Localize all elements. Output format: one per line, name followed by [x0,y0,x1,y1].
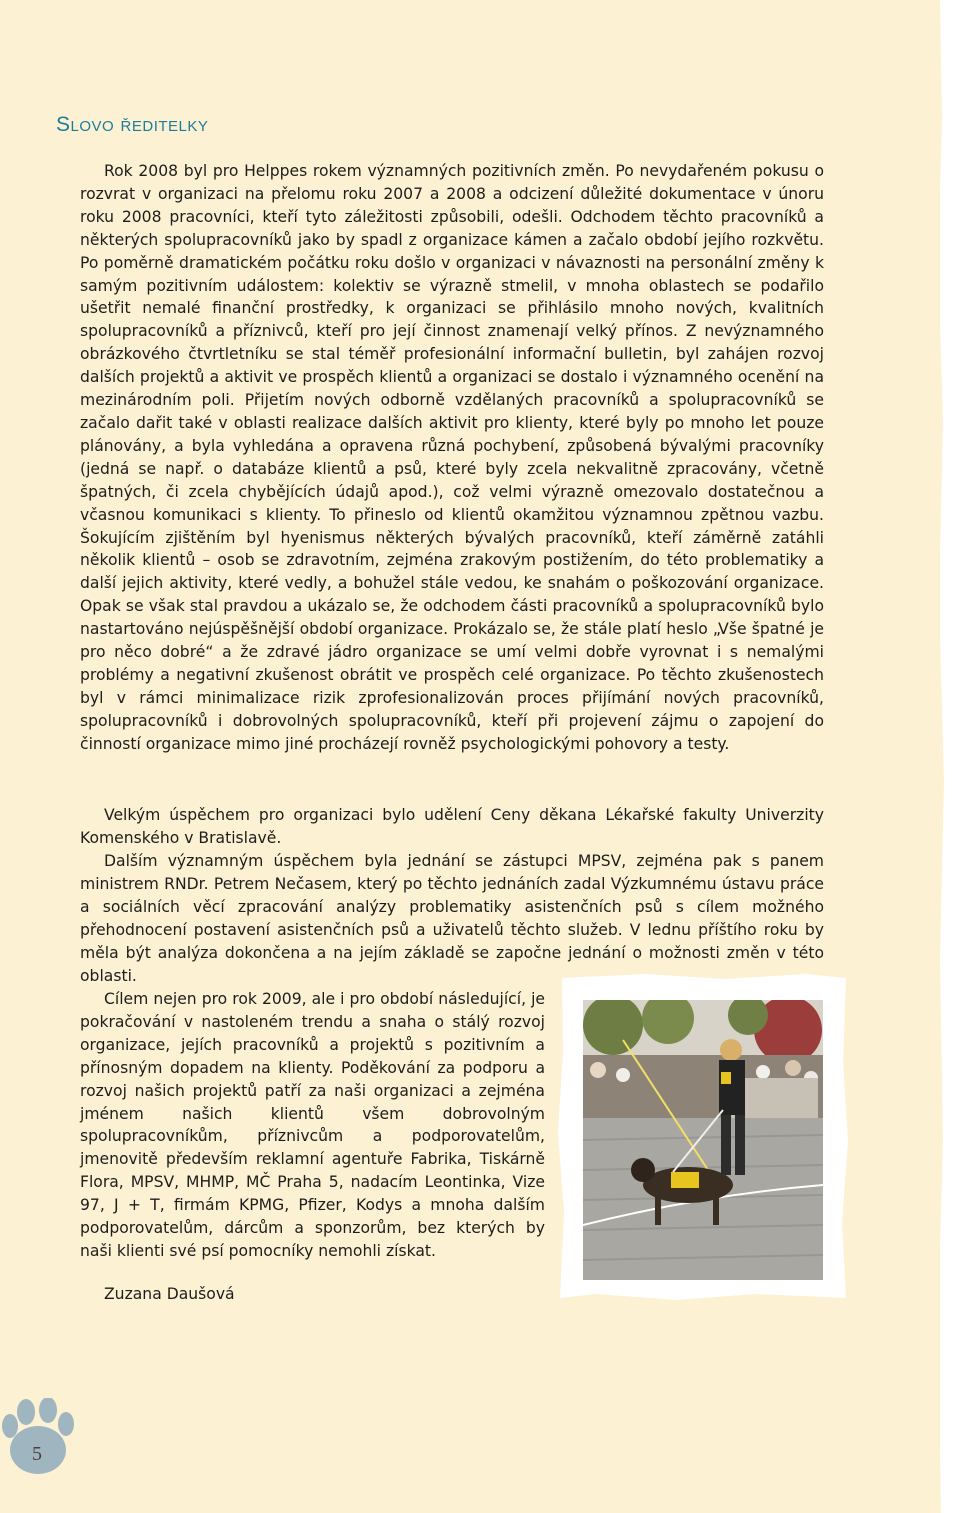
torn-page-edge [928,0,960,1513]
body-paragraph-award: Velkým úspěchem pro organizaci bylo udělení Ceny děkana Lékařské fakulty Univerzity Komenského v Bratislavě. [80,806,824,847]
guide-dog-training-photo [583,1000,823,1280]
page-number: 5 [32,1443,42,1465]
paw-icon [0,1398,80,1478]
page-title: Slovo ředitelky [56,113,209,136]
body-paragraph-goals: Cílem nejen pro rok 2009, ale i pro období následující, je pokračování v nastoleném trendu a snaha o stálý rozvoj organizace, jejích pracovníků a projektů s pozitivním a přínosným dopadem na klienty. Poděkování za podporu a rozvoj našich projektů patří za naši organizaci a zejména jménem našich klientů všem dobrovolným spolupracovníkům, příznivcům a podporovatelům, jmenovitě především reklamní agentuře Fabrika, Tiskárně Flora, MPSV, MHMP, MČ Praha 5, nadacím Leontinka, Vize 97, J + T, firmám KPMG, Pfizer, Kodys a mnoha dalším podporovatelům, dárcům a sponzorům, bez kterých by naši klienti své psí pomocníky nemohli získat. [80,990,545,1260]
body-paragraph-mpsv: Dalším významným úspěchem byla jednání se zástupci MPSV, zejména pak s panem ministrem RNDr. Petrem Nečasem, který po těchto jednáních zadal Výzkumnému ústavu práce a sociálních věcí zpracování analýzy problematiky asistenčních psů s cílem možného přehodnocení postavení asistenčních psů a uživatelů těchto služeb. V lednu příštího roku by měla být analýza dokončena a na jejím základě se započne jednání o možnosti změn v této oblasti. [80,852,824,985]
signature: Zuzana Daušová [104,1285,235,1303]
body-paragraph-intro: Rok 2008 byl pro Helppes rokem významných pozitivních změn. Po nevydařeném pokusu o rozvrat v organizaci na přelomu roku 2007 a 2008 a odcizení důležité dokumentace v únoru roku 2008 pracovníci, kteří tyto záležitosti způsobili, odešli. Odchodem těchto pracovníků a některých spolupracovníků jako by spadl z organizace kámen a začalo období jejího rozkvětu. Po poměrně dramatickém počátku roku došlo v organizaci v návaznosti na personální změny k samým pozitivním událostem: kolektiv se výrazně stmelil, v mnoha oblastech se podařilo ušetřit nemalé finanční prostředky, k organizaci se přihlásilo mnoho nových, kvalitních spolupracovníků a příznivců, kteří pro její činnost znamenají velký přínos. Z nevýznamného obrázkového čtvrtletníku se stal téměř profesionální informační bulletin, byl zahájen rozvoj dalších projektů a aktivit ve prospěch klientů a organizaci se dostalo i významného ocenění na mezinárodním poli. Přijetím nových odborně vzdělaných pracovníků a spolupracovníků se začalo dařit také v oblasti realizace dalších aktivit pro klienty, které byly po mnoho let pouze plánovány, a byla vyhledána a opravena různá pochybení, způsobená bývalými pracovníky (jedná se např. o databáze klientů a psů, které byly zcela nekvalitně zpracovány, včetně špatných, či zcela chybějících údajů apod.), což velmi výrazně omezovalo dostatečnou a včasnou komunikaci s klienty. To přineslo od klientů okamžitou významnou zpětnou vazbu. Šokujícím zjištěním byl hyenismus některých bývalých pracovníků, kteří záměrně zatáhli několik klientů – osob se zdravotním, zejména zrakovým postižením, do této problematiky a další jejich aktivity, které vedly, a bohužel stále vedou, ke snahám o poškozování organizace. Opak se však stal pravdou a ukázalo se, že odchodem části pracovníků a spolupracovníků bylo nastartováno nejúspěšnější období organizace. Prokázalo se, že stále platí heslo „Vše špatné je pro něco dobré“ a že zdravé jádro organizace se umí velmi dobře vyrovnat i s nemalými problémy a negativní zkušenost obrátit ve prospěch celé organizace. Po těchto zkušenostech byl v rámci minimalizace rizik zprofesionalizován proces přijímání nových pracovníků, spolupracovníků i dobrovolných spolupracovníků, kteří při projevení zájmu o zapojení do činností organizace mimo jiné procházejí rovněž psychologickými pohovory a testy. [80,162,824,753]
photo-frame [556,972,850,1302]
